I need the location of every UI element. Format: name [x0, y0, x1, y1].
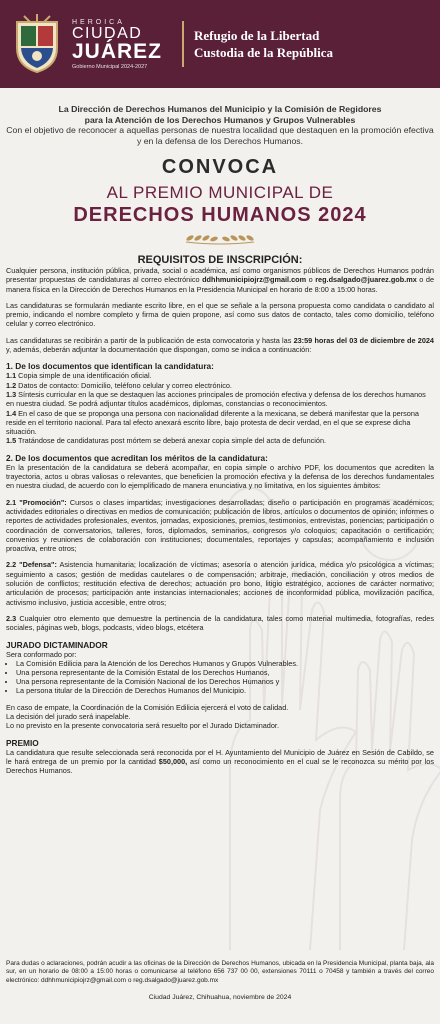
requisitos-paragraph-3: Las candidaturas se recibirán a partir de la publicación de esta convocatoria y hasta las 23:59 horas del 03 de diciembre de 2024 y, además, deberán adjuntar la documentación que dispongan, como se indica a continuación: — [6, 335, 434, 355]
deadline: 23:59 horas del 03 de diciembre de 2024 — [293, 335, 434, 345]
premio-amount: $50,000, — [158, 756, 188, 766]
list-item: 1.5 Tratándose de candidaturas post mórtem se deberá anexar copia simple del acta de defunción. — [6, 436, 327, 446]
premio-heading: PREMIO — [6, 737, 39, 748]
jurado-note-2: La decisión del jurado será inapelable. — [6, 711, 131, 721]
motto-line-2: Custodia de la República — [194, 45, 334, 60]
intro-line-2: para la Atención de los Derechos Humanos y Grupos Vulnerables — [84, 114, 356, 125]
intro-line-3: Con el objetivo de reconocer a aquellas personas de nuestra localidad que destaquen en la promoción efectiva y en la defensa de los Derechos Humanos. — [6, 125, 434, 146]
email-regidor: reg.dsalgado@juarez.gob.mx — [315, 275, 417, 285]
logo-gobierno: Gobierno Municipal 2024-2027 — [72, 63, 148, 70]
laurel-icon — [6, 230, 434, 246]
premio-title-line-1: AL PREMIO MUNICIPAL DE — [106, 183, 334, 202]
intro-block — [6, 104, 434, 146]
city-motto — [194, 27, 333, 61]
header-banner — [0, 0, 440, 88]
header-divider — [182, 21, 184, 67]
footer-contact: Para dudas o aclaraciones, podrán acudir a las oficinas de la Dirección de Derechos Humanos, ubicada en la Presidencia Municipal, planta baja, ala sur, en un horario de 08:00 a 15:00 horas o comunicarse al teléfono 656 737 00 00, extensiones 70111 o 70458 y también a través del correo electrónico: ddhhmunicipiojrz@gmail.com o reg.dsalgado@juarez.gob.mx — [6, 960, 434, 984]
logo-ciudad: CIUDAD — [72, 24, 143, 42]
email-ddhh: ddhhmunicipiojrz@gmail.com — [202, 275, 307, 285]
section-1-heading: 1. De los documentos que identifican la candidatura: — [6, 361, 214, 372]
premio-title-line-2: DERECHOS HUMANOS 2024 — [73, 204, 367, 226]
list-item: 1.3 Síntesis curricular en la que se destaquen las acciones principales de promoción efectiva y defensa de los derechos humanos en nuestra ciudad. Se podrá adjuntar títulos académicos, diplomas, constancias o reconocimientos. — [6, 389, 426, 409]
jurado-note-3: Lo no previsto en la presente convocatoria será resuelto por el Jurado Dictaminador. — [6, 721, 279, 731]
premio-text: La candidatura que resulte seleccionada será reconocida por el H. Ayuntamiento del Municipio de Juárez en Sesión de Cabildo, se le hará entrega de un premio por la cantidad $50,000, así como un reconocimiento en el cual se le reconozca su mérito por los Derechos Humanos. — [6, 747, 434, 776]
logo-heroica: HEROICA — [72, 18, 125, 26]
list-item: • La persona titular de la Dirección de Derechos Humanos del Municipio. — [16, 686, 434, 695]
requisitos-paragraph-2: Las candidaturas se formularán mediante escrito libre, en el que se señale a la persona propuesta como candidata o candidato al premio, indicando el nombre completo y firma de quien propone, así como sus datos de contacto, tales como domicilio, teléfono celular y correo electrónico. — [6, 300, 434, 329]
section-2-2: 2.2 "Defensa": Asistencia humanitaria; localización de víctimas; asesoría o atención jurídica, médica y/o psicológica a víctimas; seguimiento a casos; gestión de medidas cautelares o de compensación; arbitraje, mediación, conciliación y otros medios de solución de conflictos; restitución efectiva de derechos; actuación pro bono, litigio estratégico, acciones de carácter normativo; articulación de procesos; participación ante instancias internacionales; acciones de inconformidad pública, movilización pacífica, activismo inclusivo, justicia accesible, entre otros; — [6, 560, 434, 607]
list-item: • Una persona representante de la Comisión Estatal de los Derechos Humanos, — [16, 668, 434, 677]
requisitos-heading: REQUISITOS DE INSCRIPCIÓN: — [137, 254, 303, 266]
section-2-intro: En la presentación de la candidatura se deberá acompañar, en copia simple o archivo PDF, los documentos que acrediten la trayectoria, actos u obras valiosas o relevantes, que beneficien la promoción efectiva y la defensa de los derechos fundamentales en nuestra ciudad, de acuerdo con lo ejemplificado de manera enunciativa y no limitativa, en los siguientes ámbitos: — [6, 462, 434, 491]
list-item: 1.1 Copia simple de una identificación oficial. — [6, 371, 152, 381]
section-1-list — [6, 371, 434, 445]
jurado-note-1: En caso de empate, la Coordinación de la Comisión Edilicia ejercerá el voto de calidad. — [6, 702, 289, 712]
list-item: 1.2 Datos de contacto: Domicilio, teléfono celular y correo electrónico. — [6, 380, 232, 390]
section-2-3: 2.3 Cualquier otro elemento que demuestre la pertinencia de la candidatura, tales como material multimedia, fotografías, redes sociales, páginas web, blogs, podcasts, video blogs, etcétera — [6, 613, 434, 633]
requisitos-paragraph-1: Cualquier persona, institución pública, privada, social o académica, así como organismos públicos de Derechos Humanos podrán presentar propuestas de candidaturas al correo electrónico ddhhmunicipiojrz@gmail.com o reg.dsalgado@juarez.gob.mx o de manera física en la Dirección de Derechos Humanos en la Presidencia Municipal en horario de 8:00 a 15:00 horas. — [6, 266, 435, 294]
motto-line-1: Refugio de la Libertad — [194, 28, 320, 43]
list-item: 1.4 En el caso de que se proponga una persona con nacionalidad diferente a la mexicana, se deberá manifestar que la persona reside en el territorio nacional. Para tal efecto anexará escrito libre, bajo protesta de decir verdad, en el que se exprese dicha situación. — [6, 408, 419, 437]
jurado-intro: Sera conformado por: — [6, 649, 77, 659]
list-item: • La Comisión Edilicia para la Atención de los Derechos Humanos y Grupos Vulnerables. — [16, 659, 434, 668]
list-item: • Una persona representante de la Comisión Nacional de los Derechos Humanos y — [16, 677, 434, 686]
jurado-members — [6, 659, 434, 696]
logo-juarez: JUÁREZ — [72, 39, 163, 63]
main-content — [0, 88, 440, 775]
intro-line-1: La Dirección de Derechos Humanos del Municipio y la Comisión de Regidores — [58, 104, 382, 114]
section-2-heading: 2. De los documentos que acreditan los méritos de la candidatura: — [6, 452, 268, 463]
city-logo-text — [72, 19, 168, 70]
city-crest-icon — [10, 13, 64, 75]
jurado-heading: JURADO DICTAMINADOR — [6, 639, 108, 650]
convoca-heading: CONVOCA — [161, 156, 279, 178]
footer — [0, 960, 440, 1001]
section-2-1: 2.1 "Promoción": Cursos o clases impartidas; investigaciones desarrolladas; diseño o participación en programas académicos; actividades editoriales o directivas en medios de comunicación; publicación de libros, artículos o documentos de opinión; informes o reportes de actividades profesionales, eventos, jornadas, exposiciones, premios, testimonios, entrevistas, ponencias; participación o coordinación de conversatorios, talleres, foros, diplomados, seminarios, congresos y/o coloquios; capacitación o certificación; convenios y reuniones de colaboración con instituciones; documentales, reportajes y capsulas; acompañamiento e inclusión proactiva, entre otros; — [6, 497, 434, 554]
footer-city-date: Ciudad Juárez, Chihuahua, noviembre de 2024 — [148, 994, 292, 1002]
